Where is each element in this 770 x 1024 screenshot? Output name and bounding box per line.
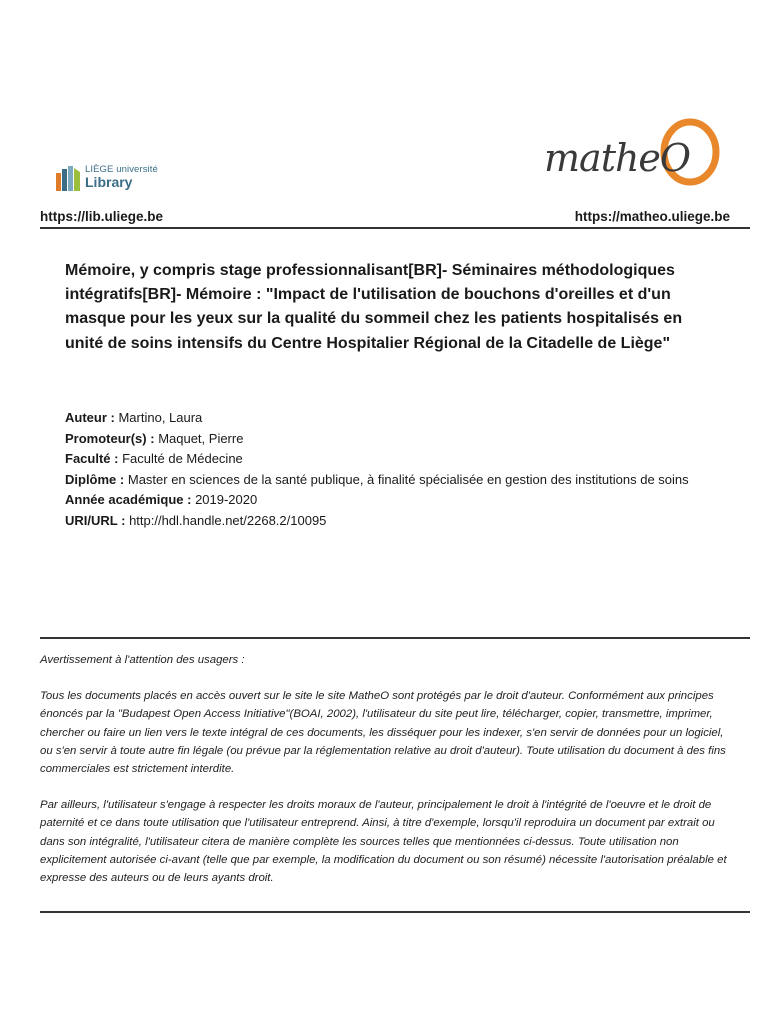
matheo-logo [542,112,728,194]
metadata-value: Master en sciences de la santé publique, à finalité spécialisée en gestion des institutions de soins [127,471,689,487]
copyright-notice [40,651,735,887]
matheo-url-link[interactable]: https://matheo.uliege.be [574,209,730,224]
metadata-value: Martino, Laura [118,410,203,425]
matheo-logo-text: matheO [544,136,691,180]
metadata-faculty [65,449,715,470]
metadata-author [65,408,715,429]
metadata-label: Auteur : [65,410,115,425]
library-logo-line2: Library [85,174,133,190]
metadata-label: Promoteur(s) : [65,430,155,446]
header-divider [40,227,750,229]
notice-top-divider [40,637,750,639]
metadata-uri [65,511,715,532]
metadata-degree [65,470,715,491]
library-logo-line1: LIÈGE université [85,164,158,175]
metadata-promoter [65,429,715,450]
metadata-label: Faculté : [65,451,119,466]
notice-bottom-divider [40,911,750,913]
notice-paragraph-1: Tous les documents placés en accès ouvert sur le site le site MatheO sont protégés par le droit d'auteur. Conformément aux principes énoncés par la "Budapest Open Access Initiative"(BOAI, 2002), l'utilisateur du site peut lire, télécharger, copier, transmettre, imprimer, chercher ou faire un lien vers le texte intégral de ces documents, les disséquer pour les indexer, s'en servir de données pour un logiciel, ou s'en servir à toute autre fin légale (ou prévue par la réglementation relative au droit d'auteur). Toute utilisation du document à des fins commerciales est strictement interdite. [40,690,726,776]
liege-library-logo [55,161,195,195]
metadata-label: Année académique : [65,492,192,507]
notice-heading: Avertissement à l'attention des usagers : [40,654,245,666]
metadata-value: 2019-2020 [195,492,258,507]
metadata-label: Diplôme : [65,471,125,487]
metadata-label: URI/URL : [65,512,126,528]
library-books-icon [55,163,81,193]
document-title: Mémoire, y compris stage professionnalisant[BR]- Séminaires méthodologiques intégratifs[BR]- Mémoire : "Impact de l'utilisation de bouchons d'oreilles et d'un masque pour les yeux sur la qualité du sommeil chez les patients hospitalisés en unité de soins intensifs du Centre Hospitalier Régional de la Citadelle de Liège" [65,262,683,352]
metadata-academic-year [65,490,715,511]
notice-paragraph-2: Par ailleurs, l'utilisateur s'engage à respecter les droits moraux de l'auteur, principalement le droit à l'intégrité de l'oeuvre et le droit de paternité et ce dans toute utilisation que l'utilisateur entreprend. Ainsi, à titre d'exemple, lorsqu'il reproduira un document par extrait ou dans son intégralité, l'utilisateur citera de manière complète les sources telles que mentionnées ci-dessus. Toute utilisation non explicitement autorisée ci-avant (telle que par exemple, la modification du document ou son résumé) nécessite l'autorisation préalable et expresse des auteurs ou de leurs ayants droit. [40,799,727,885]
metadata-value: Maquet, Pierre [158,430,244,446]
metadata-value: Faculté de Médecine [122,451,243,466]
metadata-uri-link[interactable]: http://hdl.handle.net/2268.2/10095 [129,512,327,528]
library-url-link[interactable]: https://lib.uliege.be [40,209,164,224]
document-metadata [65,408,715,531]
